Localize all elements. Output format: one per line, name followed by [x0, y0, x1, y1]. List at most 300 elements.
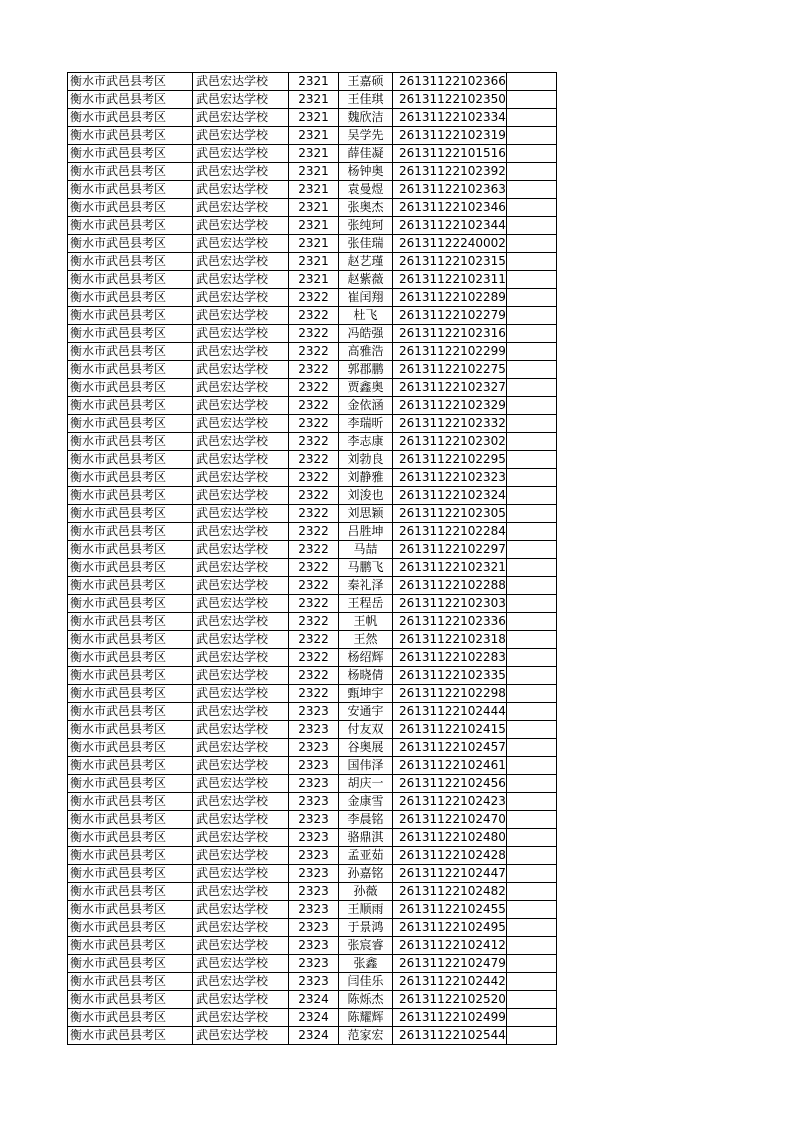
student-name-cell: 甄坤宇 [339, 685, 393, 703]
exam-area-cell: 衡水市武邑县考区 [68, 235, 193, 253]
exam-number-cell: 26131122102288 [393, 577, 507, 595]
exam-area-cell: 衡水市武邑县考区 [68, 271, 193, 289]
roster-table [67, 72, 557, 1045]
exam-number-cell: 26131122102470 [393, 811, 507, 829]
exam-number-cell: 26131122102298 [393, 685, 507, 703]
exam-number-cell: 26131122102332 [393, 415, 507, 433]
blank-cell [506, 649, 556, 667]
blank-cell [506, 847, 556, 865]
exam-area-cell: 衡水市武邑县考区 [68, 721, 193, 739]
exam-number-cell: 26131122102319 [393, 127, 507, 145]
student-name-cell: 马喆 [339, 541, 393, 559]
table-row [68, 253, 557, 271]
class-cell: 2321 [289, 217, 339, 235]
exam-area-cell: 衡水市武邑县考区 [68, 127, 193, 145]
class-cell: 2322 [289, 469, 339, 487]
blank-cell [506, 1027, 556, 1045]
blank-cell [506, 451, 556, 469]
table-row [68, 325, 557, 343]
blank-cell [506, 775, 556, 793]
school-cell: 武邑宏达学校 [193, 307, 289, 325]
exam-number-cell: 26131122102444 [393, 703, 507, 721]
table-row [68, 1009, 557, 1027]
exam-number-cell: 26131122102423 [393, 793, 507, 811]
student-name-cell: 赵艺瑾 [339, 253, 393, 271]
exam-number-cell: 26131122102324 [393, 487, 507, 505]
exam-number-cell: 26131122102316 [393, 325, 507, 343]
exam-area-cell: 衡水市武邑县考区 [68, 541, 193, 559]
exam-area-cell: 衡水市武邑县考区 [68, 451, 193, 469]
exam-number-cell: 26131122102327 [393, 379, 507, 397]
exam-number-cell: 26131122102520 [393, 991, 507, 1009]
blank-cell [506, 955, 556, 973]
exam-number-cell: 26131122102363 [393, 181, 507, 199]
student-name-cell: 孙嘉铭 [339, 865, 393, 883]
school-cell: 武邑宏达学校 [193, 523, 289, 541]
class-cell: 2322 [289, 379, 339, 397]
exam-number-cell: 26131122102480 [393, 829, 507, 847]
school-cell: 武邑宏达学校 [193, 685, 289, 703]
blank-cell [506, 433, 556, 451]
school-cell: 武邑宏达学校 [193, 505, 289, 523]
exam-area-cell: 衡水市武邑县考区 [68, 487, 193, 505]
student-name-cell: 王帆 [339, 613, 393, 631]
exam-area-cell: 衡水市武邑县考区 [68, 847, 193, 865]
class-cell: 2322 [289, 487, 339, 505]
student-name-cell: 安通宇 [339, 703, 393, 721]
exam-area-cell: 衡水市武邑县考区 [68, 397, 193, 415]
table-row [68, 397, 557, 415]
school-cell: 武邑宏达学校 [193, 109, 289, 127]
class-cell: 2324 [289, 1009, 339, 1027]
blank-cell [506, 469, 556, 487]
blank-cell [506, 523, 556, 541]
table-row [68, 343, 557, 361]
table-row [68, 577, 557, 595]
table-row [68, 361, 557, 379]
exam-area-cell: 衡水市武邑县考区 [68, 955, 193, 973]
exam-area-cell: 衡水市武邑县考区 [68, 613, 193, 631]
exam-area-cell: 衡水市武邑县考区 [68, 163, 193, 181]
blank-cell [506, 343, 556, 361]
exam-area-cell: 衡水市武邑县考区 [68, 199, 193, 217]
table-row [68, 955, 557, 973]
class-cell: 2322 [289, 613, 339, 631]
table-row [68, 91, 557, 109]
class-cell: 2323 [289, 847, 339, 865]
student-name-cell: 陈烁杰 [339, 991, 393, 1009]
class-cell: 2322 [289, 397, 339, 415]
blank-cell [506, 145, 556, 163]
exam-number-cell: 26131122102499 [393, 1009, 507, 1027]
student-name-cell: 魏欣洁 [339, 109, 393, 127]
school-cell: 武邑宏达学校 [193, 235, 289, 253]
school-cell: 武邑宏达学校 [193, 487, 289, 505]
exam-number-cell: 26131122102415 [393, 721, 507, 739]
table-row [68, 217, 557, 235]
exam-number-cell: 26131122102302 [393, 433, 507, 451]
class-cell: 2323 [289, 757, 339, 775]
exam-number-cell: 26131122102482 [393, 883, 507, 901]
school-cell: 武邑宏达学校 [193, 163, 289, 181]
school-cell: 武邑宏达学校 [193, 541, 289, 559]
student-name-cell: 薛佳凝 [339, 145, 393, 163]
class-cell: 2321 [289, 199, 339, 217]
school-cell: 武邑宏达学校 [193, 883, 289, 901]
school-cell: 武邑宏达学校 [193, 613, 289, 631]
student-name-cell: 赵紫薇 [339, 271, 393, 289]
exam-area-cell: 衡水市武邑县考区 [68, 865, 193, 883]
class-cell: 2323 [289, 829, 339, 847]
table-row [68, 667, 557, 685]
class-cell: 2322 [289, 289, 339, 307]
student-name-cell: 马鹏飞 [339, 559, 393, 577]
table-row [68, 613, 557, 631]
exam-area-cell: 衡水市武邑县考区 [68, 973, 193, 991]
exam-area-cell: 衡水市武邑县考区 [68, 631, 193, 649]
exam-number-cell: 26131122102279 [393, 307, 507, 325]
exam-number-cell: 26131122102289 [393, 289, 507, 307]
exam-number-cell: 26131122102283 [393, 649, 507, 667]
table-row [68, 685, 557, 703]
blank-cell [506, 865, 556, 883]
student-name-cell: 崔闰翔 [339, 289, 393, 307]
school-cell: 武邑宏达学校 [193, 631, 289, 649]
exam-number-cell: 26131122102344 [393, 217, 507, 235]
student-name-cell: 袁曼煜 [339, 181, 393, 199]
school-cell: 武邑宏达学校 [193, 649, 289, 667]
class-cell: 2321 [289, 181, 339, 199]
exam-area-cell: 衡水市武邑县考区 [68, 793, 193, 811]
exam-number-cell: 26131122102305 [393, 505, 507, 523]
class-cell: 2322 [289, 667, 339, 685]
school-cell: 武邑宏达学校 [193, 577, 289, 595]
student-name-cell: 张奥杰 [339, 199, 393, 217]
exam-number-cell: 26131122102303 [393, 595, 507, 613]
blank-cell [506, 667, 556, 685]
exam-number-cell: 26131122102455 [393, 901, 507, 919]
table-row [68, 109, 557, 127]
class-cell: 2323 [289, 811, 339, 829]
class-cell: 2322 [289, 559, 339, 577]
table-row [68, 451, 557, 469]
class-cell: 2323 [289, 937, 339, 955]
student-name-cell: 杨绍辉 [339, 649, 393, 667]
school-cell: 武邑宏达学校 [193, 469, 289, 487]
roster-table-body [68, 73, 557, 1045]
exam-number-cell: 26131122102275 [393, 361, 507, 379]
blank-cell [506, 289, 556, 307]
table-row [68, 739, 557, 757]
class-cell: 2323 [289, 919, 339, 937]
exam-number-cell: 26131122102284 [393, 523, 507, 541]
school-cell: 武邑宏达学校 [193, 181, 289, 199]
class-cell: 2322 [289, 415, 339, 433]
table-row [68, 901, 557, 919]
exam-number-cell: 26131122102495 [393, 919, 507, 937]
class-cell: 2323 [289, 703, 339, 721]
student-name-cell: 贾鑫奥 [339, 379, 393, 397]
blank-cell [506, 253, 556, 271]
blank-cell [506, 217, 556, 235]
blank-cell [506, 919, 556, 937]
blank-cell [506, 325, 556, 343]
exam-number-cell: 26131122102350 [393, 91, 507, 109]
table-row [68, 919, 557, 937]
student-name-cell: 张宸睿 [339, 937, 393, 955]
table-row [68, 1027, 557, 1045]
student-name-cell: 骆鼎淇 [339, 829, 393, 847]
blank-cell [506, 901, 556, 919]
exam-area-cell: 衡水市武邑县考区 [68, 415, 193, 433]
blank-cell [506, 577, 556, 595]
exam-area-cell: 衡水市武邑县考区 [68, 991, 193, 1009]
student-name-cell: 冯皓强 [339, 325, 393, 343]
school-cell: 武邑宏达学校 [193, 955, 289, 973]
blank-cell [506, 883, 556, 901]
exam-area-cell: 衡水市武邑县考区 [68, 343, 193, 361]
exam-area-cell: 衡水市武邑县考区 [68, 595, 193, 613]
student-name-cell: 金依涵 [339, 397, 393, 415]
exam-area-cell: 衡水市武邑县考区 [68, 1009, 193, 1027]
student-name-cell: 付友双 [339, 721, 393, 739]
student-name-cell: 刘思颖 [339, 505, 393, 523]
blank-cell [506, 1009, 556, 1027]
student-name-cell: 李瑞昕 [339, 415, 393, 433]
blank-cell [506, 127, 556, 145]
student-name-cell: 谷奥展 [339, 739, 393, 757]
class-cell: 2323 [289, 775, 339, 793]
blank-cell [506, 307, 556, 325]
table-row [68, 829, 557, 847]
student-name-cell: 胡庆一 [339, 775, 393, 793]
school-cell: 武邑宏达学校 [193, 379, 289, 397]
exam-number-cell: 26131122101516 [393, 145, 507, 163]
exam-number-cell: 26131122102323 [393, 469, 507, 487]
student-name-cell: 张佳瑞 [339, 235, 393, 253]
class-cell: 2323 [289, 793, 339, 811]
school-cell: 武邑宏达学校 [193, 127, 289, 145]
class-cell: 2322 [289, 523, 339, 541]
class-cell: 2321 [289, 91, 339, 109]
blank-cell [506, 181, 556, 199]
school-cell: 武邑宏达学校 [193, 433, 289, 451]
class-cell: 2323 [289, 973, 339, 991]
class-cell: 2321 [289, 127, 339, 145]
student-name-cell: 张纯珂 [339, 217, 393, 235]
exam-number-cell: 26131122102457 [393, 739, 507, 757]
table-row [68, 73, 557, 91]
student-name-cell: 陈耀辉 [339, 1009, 393, 1027]
class-cell: 2322 [289, 325, 339, 343]
table-row [68, 973, 557, 991]
table-row [68, 775, 557, 793]
blank-cell [506, 739, 556, 757]
student-name-cell: 杨晓倩 [339, 667, 393, 685]
school-cell: 武邑宏达学校 [193, 991, 289, 1009]
blank-cell [506, 937, 556, 955]
exam-number-cell: 26131122102442 [393, 973, 507, 991]
class-cell: 2323 [289, 721, 339, 739]
student-name-cell: 范家宏 [339, 1027, 393, 1045]
table-row [68, 433, 557, 451]
student-name-cell: 王程岳 [339, 595, 393, 613]
student-name-cell: 张鑫 [339, 955, 393, 973]
blank-cell [506, 109, 556, 127]
blank-cell [506, 811, 556, 829]
school-cell: 武邑宏达学校 [193, 919, 289, 937]
table-row [68, 847, 557, 865]
class-cell: 2322 [289, 541, 339, 559]
exam-number-cell: 26131122240002 [393, 235, 507, 253]
student-name-cell: 闫佳乐 [339, 973, 393, 991]
table-row [68, 757, 557, 775]
student-name-cell: 李志康 [339, 433, 393, 451]
student-name-cell: 高雅浩 [339, 343, 393, 361]
table-row [68, 307, 557, 325]
table-row [68, 145, 557, 163]
student-name-cell: 李晨铭 [339, 811, 393, 829]
table-row [68, 523, 557, 541]
student-name-cell: 孙薇 [339, 883, 393, 901]
student-name-cell: 刘浚也 [339, 487, 393, 505]
table-row [68, 289, 557, 307]
exam-number-cell: 26131122102299 [393, 343, 507, 361]
class-cell: 2324 [289, 991, 339, 1009]
exam-number-cell: 26131122102366 [393, 73, 507, 91]
exam-number-cell: 26131122102336 [393, 613, 507, 631]
school-cell: 武邑宏达学校 [193, 595, 289, 613]
class-cell: 2321 [289, 235, 339, 253]
class-cell: 2321 [289, 145, 339, 163]
exam-area-cell: 衡水市武邑县考区 [68, 739, 193, 757]
table-row [68, 703, 557, 721]
blank-cell [506, 757, 556, 775]
blank-cell [506, 595, 556, 613]
school-cell: 武邑宏达学校 [193, 199, 289, 217]
exam-area-cell: 衡水市武邑县考区 [68, 505, 193, 523]
table-row [68, 793, 557, 811]
student-name-cell: 刘勃良 [339, 451, 393, 469]
school-cell: 武邑宏达学校 [193, 829, 289, 847]
exam-number-cell: 26131122102329 [393, 397, 507, 415]
table-row [68, 811, 557, 829]
exam-number-cell: 26131122102456 [393, 775, 507, 793]
blank-cell [506, 829, 556, 847]
class-cell: 2322 [289, 577, 339, 595]
exam-area-cell: 衡水市武邑县考区 [68, 829, 193, 847]
table-row [68, 469, 557, 487]
class-cell: 2322 [289, 595, 339, 613]
class-cell: 2322 [289, 505, 339, 523]
exam-number-cell: 26131122102428 [393, 847, 507, 865]
table-row [68, 505, 557, 523]
exam-area-cell: 衡水市武邑县考区 [68, 685, 193, 703]
student-name-cell: 金康雪 [339, 793, 393, 811]
student-name-cell: 杨钟奥 [339, 163, 393, 181]
exam-area-cell: 衡水市武邑县考区 [68, 883, 193, 901]
blank-cell [506, 163, 556, 181]
exam-area-cell: 衡水市武邑县考区 [68, 289, 193, 307]
class-cell: 2322 [289, 649, 339, 667]
exam-number-cell: 26131122102461 [393, 757, 507, 775]
exam-area-cell: 衡水市武邑县考区 [68, 937, 193, 955]
school-cell: 武邑宏达学校 [193, 1027, 289, 1045]
school-cell: 武邑宏达学校 [193, 757, 289, 775]
class-cell: 2324 [289, 1027, 339, 1045]
student-name-cell: 秦礼泽 [339, 577, 393, 595]
class-cell: 2321 [289, 163, 339, 181]
exam-area-cell: 衡水市武邑县考区 [68, 73, 193, 91]
school-cell: 武邑宏达学校 [193, 811, 289, 829]
class-cell: 2321 [289, 271, 339, 289]
exam-area-cell: 衡水市武邑县考区 [68, 91, 193, 109]
blank-cell [506, 559, 556, 577]
exam-area-cell: 衡水市武邑县考区 [68, 145, 193, 163]
exam-number-cell: 26131122102447 [393, 865, 507, 883]
exam-area-cell: 衡水市武邑县考区 [68, 577, 193, 595]
class-cell: 2323 [289, 955, 339, 973]
school-cell: 武邑宏达学校 [193, 973, 289, 991]
student-name-cell: 王顺雨 [339, 901, 393, 919]
table-row [68, 163, 557, 181]
table-row [68, 649, 557, 667]
school-cell: 武邑宏达学校 [193, 703, 289, 721]
class-cell: 2323 [289, 883, 339, 901]
exam-area-cell: 衡水市武邑县考区 [68, 901, 193, 919]
class-cell: 2322 [289, 451, 339, 469]
table-row [68, 883, 557, 901]
blank-cell [506, 271, 556, 289]
blank-cell [506, 721, 556, 739]
student-name-cell: 于景鸿 [339, 919, 393, 937]
student-name-cell: 刘静雅 [339, 469, 393, 487]
student-name-cell: 郭郡鹏 [339, 361, 393, 379]
school-cell: 武邑宏达学校 [193, 847, 289, 865]
blank-cell [506, 505, 556, 523]
exam-number-cell: 26131122102315 [393, 253, 507, 271]
school-cell: 武邑宏达学校 [193, 397, 289, 415]
table-row [68, 991, 557, 1009]
table-row [68, 199, 557, 217]
exam-number-cell: 26131122102335 [393, 667, 507, 685]
exam-number-cell: 26131122102479 [393, 955, 507, 973]
table-row [68, 487, 557, 505]
school-cell: 武邑宏达学校 [193, 253, 289, 271]
exam-area-cell: 衡水市武邑县考区 [68, 379, 193, 397]
school-cell: 武邑宏达学校 [193, 559, 289, 577]
class-cell: 2322 [289, 631, 339, 649]
table-row [68, 271, 557, 289]
student-name-cell: 吴学先 [339, 127, 393, 145]
school-cell: 武邑宏达学校 [193, 343, 289, 361]
exam-area-cell: 衡水市武邑县考区 [68, 811, 193, 829]
table-row [68, 379, 557, 397]
school-cell: 武邑宏达学校 [193, 865, 289, 883]
blank-cell [506, 487, 556, 505]
blank-cell [506, 415, 556, 433]
blank-cell [506, 73, 556, 91]
student-name-cell: 王嘉硕 [339, 73, 393, 91]
class-cell: 2322 [289, 361, 339, 379]
exam-area-cell: 衡水市武邑县考区 [68, 181, 193, 199]
exam-area-cell: 衡水市武邑县考区 [68, 325, 193, 343]
exam-area-cell: 衡水市武邑县考区 [68, 649, 193, 667]
student-name-cell: 吕胜坤 [339, 523, 393, 541]
exam-area-cell: 衡水市武邑县考区 [68, 307, 193, 325]
school-cell: 武邑宏达学校 [193, 793, 289, 811]
school-cell: 武邑宏达学校 [193, 1009, 289, 1027]
